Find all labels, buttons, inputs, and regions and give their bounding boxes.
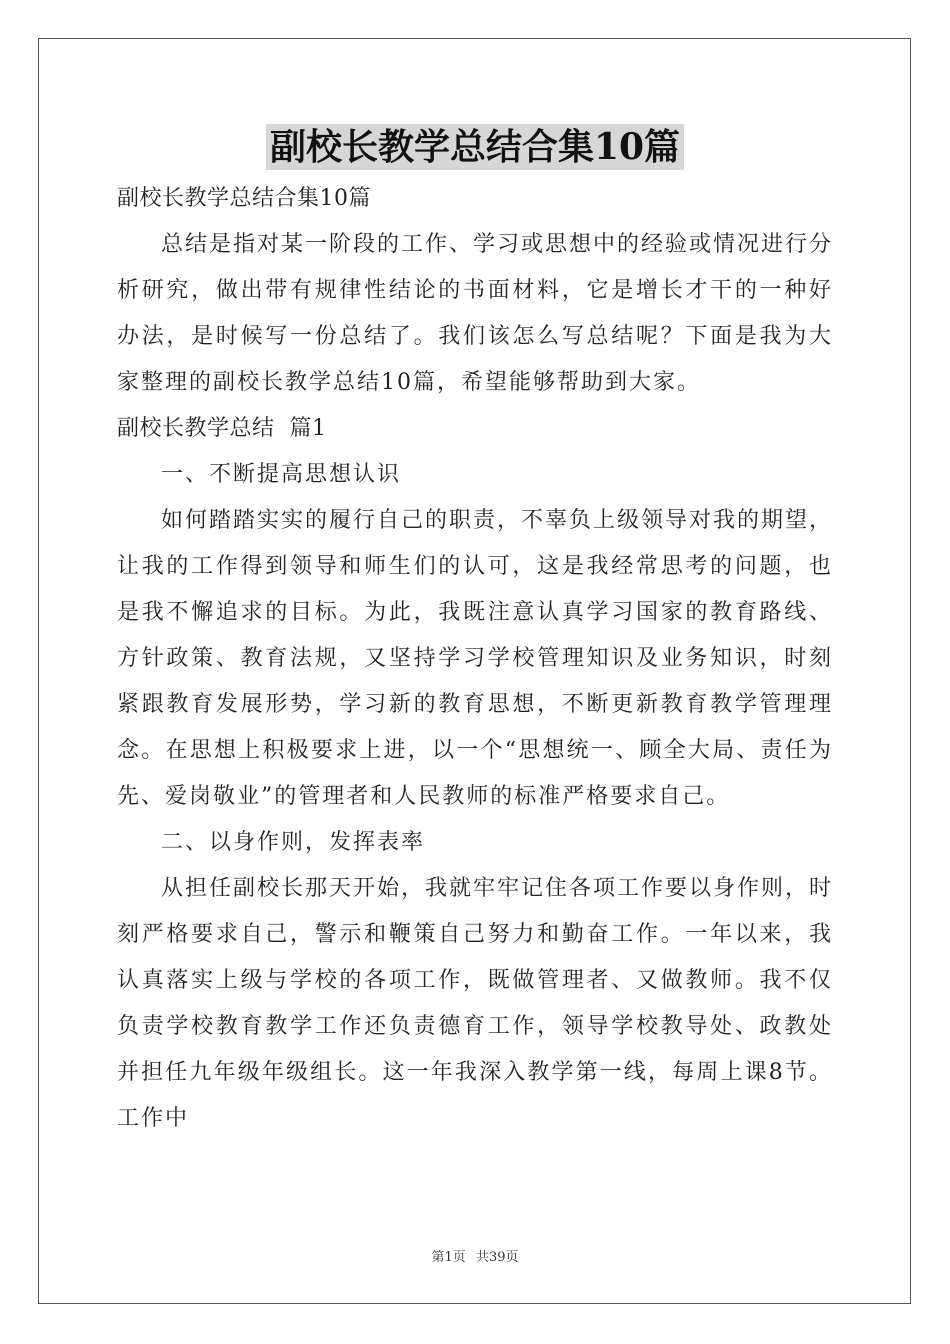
point1-heading: 一、不断提高思想认识 bbox=[161, 462, 402, 487]
page-number: 第1页 bbox=[431, 1250, 466, 1265]
page-footer bbox=[0, 1246, 950, 1265]
point2-heading: 二、以身作则，发挥表率 bbox=[161, 830, 426, 855]
document-body bbox=[117, 176, 833, 1142]
document-title: 副校长教学总结合集10篇 bbox=[266, 124, 684, 170]
section-heading: 副校长教学总结 篇1 bbox=[117, 416, 327, 441]
page-total: 共39页 bbox=[475, 1250, 519, 1265]
title-container bbox=[0, 124, 950, 170]
document-subtitle: 副校长教学总结合集10篇 bbox=[117, 186, 371, 211]
intro-paragraph: 总结是指对某一阶段的工作、学习或思想中的经验或情况进行分析研究，做出带有规律性结论的书面材料，它是增长才干的一种好办法，是时候写一份总结了。我们该怎么写总结呢？下面是我为大家整理的副校长教学总结10篇，希望能够帮助到大家。 bbox=[117, 232, 834, 395]
point1-paragraph: 如何踏踏实实的履行自己的职责，不辜负上级领导对我的期望，让我的工作得到领导和师生们的认可，这是我经常思考的问题，也是我不懈追求的目标。为此，我既注意认真学习国家的教育路线、方针政策、教育法规，又坚持学习学校管理知识及业务知识，时刻紧跟教育发展形势，学习新的教育思想，不断更新教育教学管理理念。在思想上积极要求上进，以一个“思想统一、顾全大局、责任为先、爱岗敬业”的管理者和人民教师的标准严格要求自己。 bbox=[117, 508, 834, 809]
point2-paragraph: 从担任副校长那天开始，我就牢牢记住各项工作要以身作则，时刻严格要求自己，警示和鞭策自己努力和勤奋工作。一年以来，我认真落实上级与学校的各项工作，既做管理者、又做教师。我不仅负责学校教育教学工作还负责德育工作，领导学校教导处、政教处并担任九年级年级组长。这一年我深入教学第一线，每周上课8节。工作中 bbox=[117, 876, 834, 1131]
